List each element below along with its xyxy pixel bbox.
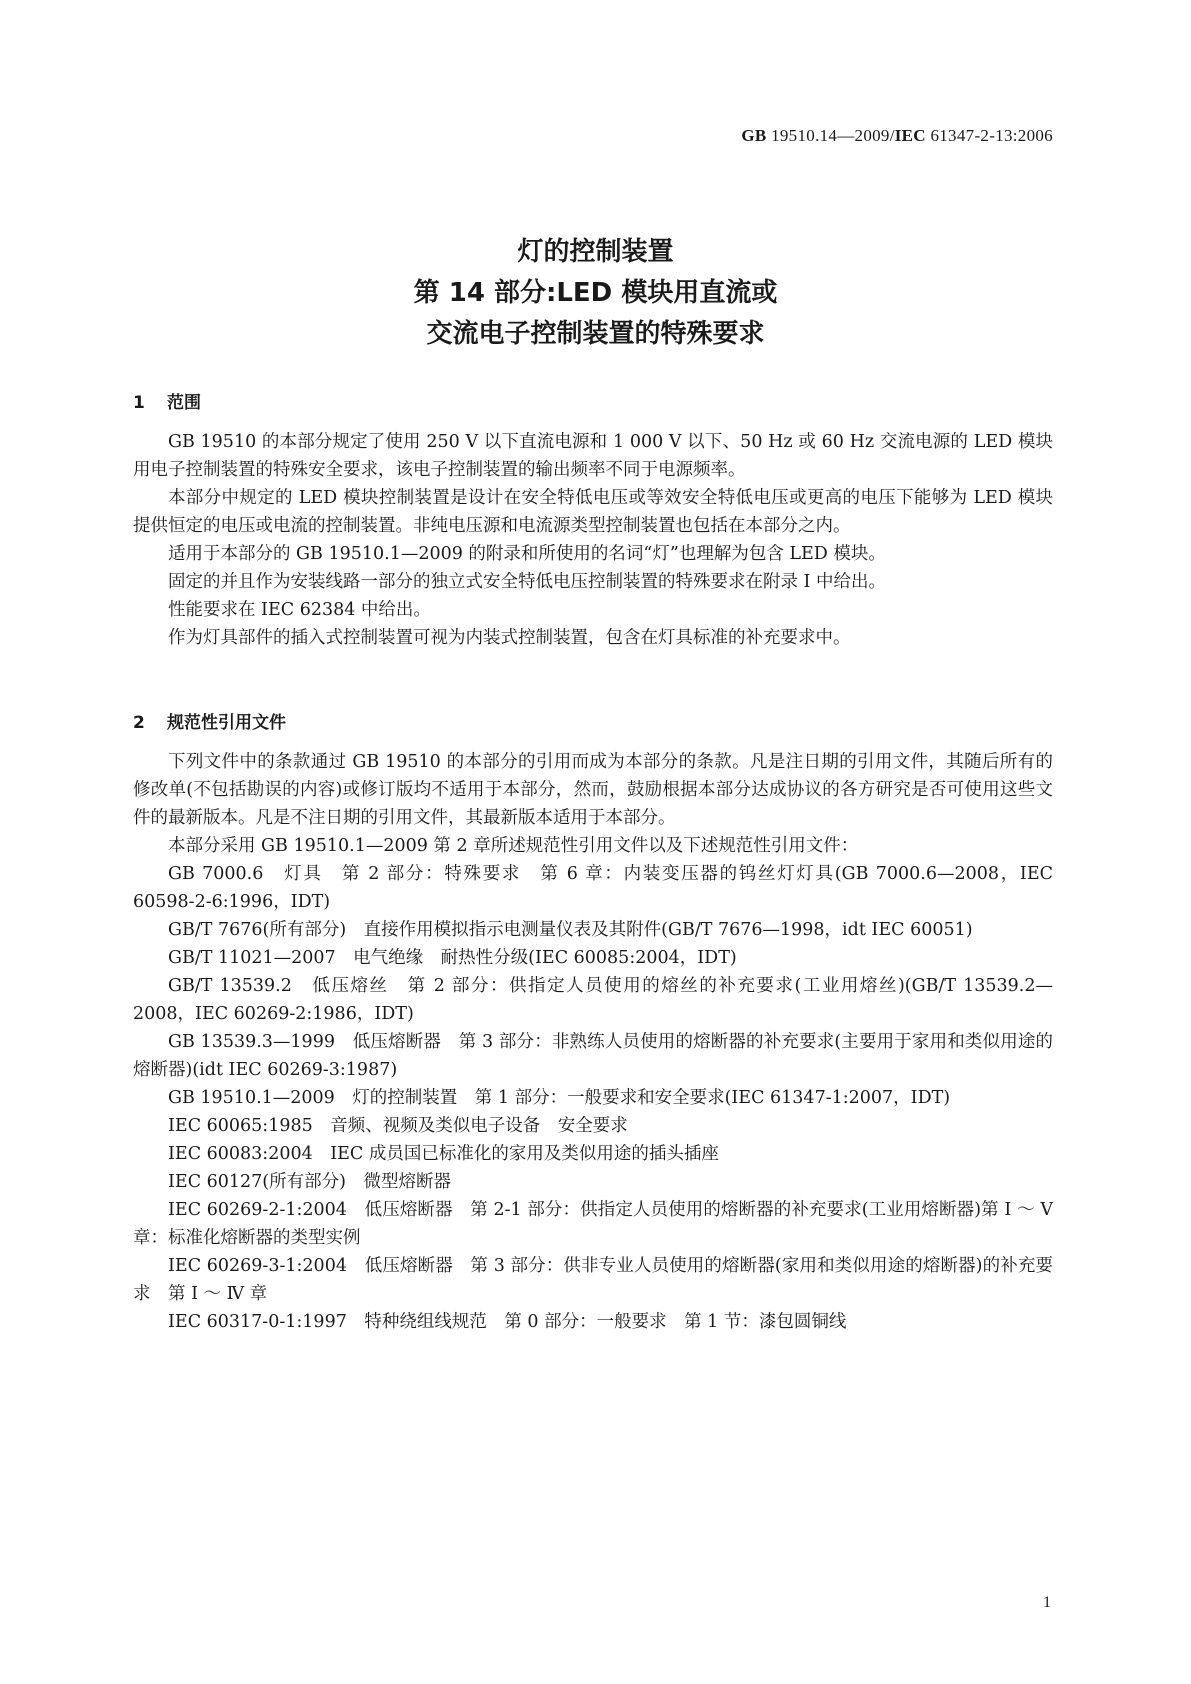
- paragraph: 作为灯具部件的插入式控制装置可视为内装式控制装置，包含在灯具标准的补充要求中。: [168, 628, 851, 648]
- paragraph: GB 19510 的本部分规定了使用 250 V 以下直流电源和 1 000 V 以下、50 Hz 或 60 Hz 交流电源的 LED 模块用电子控制装置的特殊安全要求，该电子控制装置的输出频率不同于电源频率。: [133, 432, 1053, 480]
- reference-entry: IEC 60065:1985 音频、视频及类似电子设备 安全要求: [168, 1116, 628, 1136]
- reference-entry: GB/T 13539.2 低压熔丝 第 2 部分：供指定人员使用的熔丝的补充要求(工业用熔丝)(GB/T 13539.2—2008，IEC 60269-2:1986，IDT): [133, 976, 1053, 1024]
- page-number: 1: [1043, 1594, 1051, 1611]
- section-2-body: [133, 748, 1053, 1336]
- section-1-title: 范围: [167, 393, 201, 413]
- reference-entry: GB 19510.1—2009 灯的控制装置 第 1 部分：一般要求和安全要求(IEC 61347-1:2007，IDT): [168, 1088, 951, 1108]
- reference-entry: IEC 60127(所有部分) 微型熔断器: [168, 1172, 451, 1192]
- reference-entry: IEC 60269-3-1:2004 低压熔断器 第 3 部分：供非专业人员使用的熔断器(家用和类似用途的熔断器)的补充要求 第 Ⅰ ～ Ⅳ 章: [133, 1256, 1053, 1304]
- reference-entry: GB 7000.6 灯具 第 2 部分：特殊要求 第 6 章：内装变压器的钨丝灯灯具(GB 7000.6—2008，IEC 60598-2-6:1996，IDT): [133, 864, 1053, 912]
- section-1-body: [133, 428, 1053, 652]
- standard-number: [741, 126, 1053, 146]
- paragraph: 性能要求在 IEC 62384 中给出。: [168, 600, 431, 620]
- reference-entry: GB/T 7676(所有部分) 直接作用模拟指示电测量仪表及其附件(GB/T 7676—1998，idt IEC 60051): [168, 920, 973, 940]
- reference-entry: IEC 60083:2004 IEC 成员国已标准化的家用及类似用途的插头插座: [168, 1144, 719, 1164]
- std-gb-prefix: GB: [741, 126, 767, 145]
- std-iec-number: 61347-2-13:2006: [925, 126, 1053, 145]
- paragraph: 本部分采用 GB 19510.1—2009 第 2 章所述规范性引用文件以及下述规范性引用文件：: [168, 836, 859, 856]
- section-1-number: 1: [133, 393, 145, 413]
- paragraph: 下列文件中的条款通过 GB 19510 的本部分的引用而成为本部分的条款。凡是注日期的引用文件，其随后所有的修改单(不包括勘误的内容)或修订版均不适用于本部分，然而，鼓励根据本部分达成协议的各方研究是否可使用这些文件的最新版本。凡是不注日期的引用文件，其最新版本适用于本部分。: [133, 752, 1053, 828]
- reference-entry: GB 13539.3—1999 低压熔断器 第 3 部分：非熟练人员使用的熔断器的补充要求(主要用于家用和类似用途的熔断器)(idt IEC 60269-3:1987): [133, 1032, 1053, 1080]
- paragraph: 本部分中规定的 LED 模块控制装置是设计在安全特低电压或等效安全特低电压或更高的电压下能够为 LED 模块提供恒定的电压或电流的控制装置。非纯电压源和电流源类型控制装置也包括在本部分之内。: [133, 488, 1053, 536]
- reference-entry: GB/T 11021—2007 电气绝缘 耐热性分级(IEC 60085:2004，IDT): [168, 948, 737, 968]
- std-gb-number: 19510.14—2009/: [766, 126, 895, 145]
- reference-entry: IEC 60317-0-1:1997 特种绕组线规范 第 0 部分：一般要求 第 1 节：漆包圆铜线: [168, 1312, 847, 1332]
- section-2-title: 规范性引用文件: [167, 713, 286, 733]
- section-1-heading: [133, 388, 201, 413]
- paragraph: 固定的并且作为安装线路一部分的独立式安全特低电压控制装置的特殊要求在附录 I 中给出。: [168, 572, 887, 592]
- reference-entry: IEC 60269-2-1:2004 低压熔断器 第 2-1 部分：供指定人员使用的熔断器的补充要求(工业用熔断器)第 Ⅰ ～ Ⅴ 章：标准化熔断器的类型实例: [133, 1200, 1053, 1248]
- std-iec-prefix: IEC: [894, 126, 926, 145]
- title-line-1: 灯的控制装置: [517, 237, 674, 267]
- document-title: [0, 232, 1191, 355]
- title-line-2: 第 14 部分:LED 模块用直流或: [413, 278, 778, 308]
- title-line-3: 交流电子控制装置的特殊要求: [426, 319, 765, 349]
- section-2-number: 2: [133, 713, 145, 733]
- section-2-heading: [133, 708, 286, 733]
- paragraph: 适用于本部分的 GB 19510.1—2009 的附录和所使用的名词“灯”也理解为包含 LED 模块。: [168, 544, 886, 564]
